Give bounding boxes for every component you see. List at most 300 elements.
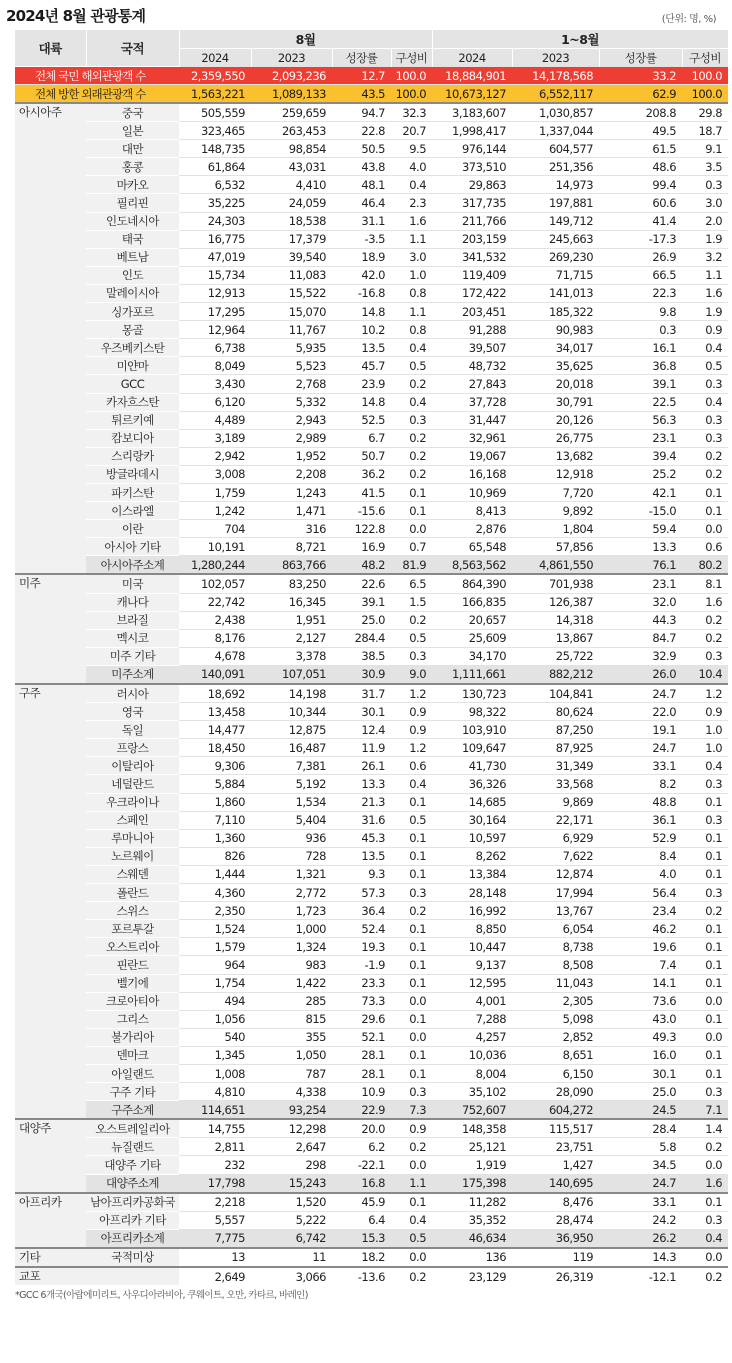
value-cell: 8,176 [179, 629, 251, 647]
value-cell: 0.0 [682, 520, 728, 538]
value-cell: 1,000 [251, 920, 332, 938]
value-cell: 9.1 [682, 140, 728, 158]
value-cell: 2,647 [251, 1138, 332, 1156]
page-title: 2024년 8월 관광통계 [6, 7, 146, 25]
country-cell: 아시아주소계 [86, 556, 179, 575]
value-cell: 32.0 [599, 593, 682, 611]
value-cell: 11.9 [332, 739, 391, 757]
value-cell: 29.6 [332, 1010, 391, 1028]
value-cell: 45.3 [332, 829, 391, 847]
value-cell: 0.5 [391, 811, 432, 829]
value-cell: 1.4 [682, 1119, 728, 1138]
value-cell: 0.6 [391, 757, 432, 775]
value-cell: 43,031 [251, 158, 332, 176]
value-cell: 0.0 [682, 992, 728, 1010]
value-cell: 25,121 [432, 1138, 512, 1156]
value-cell: 1,579 [179, 938, 251, 956]
value-cell: 1,422 [251, 974, 332, 992]
table-row [15, 865, 728, 883]
value-cell: 1,345 [179, 1046, 251, 1064]
value-cell: -13.6 [332, 1267, 391, 1285]
value-cell: 7,381 [251, 757, 332, 775]
value-cell: 0.2 [682, 629, 728, 647]
value-cell: 1,804 [512, 520, 599, 538]
value-cell: 1,030,857 [512, 103, 599, 122]
value-cell: 17,798 [179, 1174, 251, 1193]
value-cell: 355 [251, 1028, 332, 1046]
value-cell: 0.1 [682, 793, 728, 811]
country-cell: 홍콩 [86, 158, 179, 176]
country-cell: 아프리카 기타 [86, 1211, 179, 1229]
table-row [15, 611, 728, 629]
value-cell: 1.0 [682, 721, 728, 739]
country-cell: 그리스 [86, 1010, 179, 1028]
value-cell: 3,430 [179, 375, 251, 393]
value-cell: 23.1 [599, 429, 682, 447]
value-cell: 298 [251, 1156, 332, 1174]
value-cell: 47,019 [179, 248, 251, 266]
value-cell: 0.1 [391, 938, 432, 956]
value-cell: 10.9 [332, 1083, 391, 1101]
table-row [15, 703, 728, 721]
value-cell: 23.3 [332, 974, 391, 992]
value-cell: 28.1 [332, 1064, 391, 1082]
table-row [15, 1248, 728, 1267]
table-row [15, 520, 728, 538]
value-cell: 5.8 [599, 1138, 682, 1156]
value-cell: 27,843 [432, 375, 512, 393]
country-cell: 오스트레일리아 [86, 1119, 179, 1138]
country-cell: 인도네시아 [86, 212, 179, 230]
value-cell: 5,884 [179, 775, 251, 793]
value-cell: 22.8 [332, 122, 391, 140]
value-cell: 1,524 [179, 920, 251, 938]
value-cell: 1.2 [391, 739, 432, 757]
value-cell: 1,444 [179, 865, 251, 883]
value-cell: 17,994 [512, 884, 599, 902]
value-cell: 25,609 [432, 629, 512, 647]
total-value: 14,178,568 [512, 67, 599, 85]
country-cell: 마카오 [86, 176, 179, 194]
value-cell: 103,910 [432, 721, 512, 739]
value-cell: 10,191 [179, 538, 251, 556]
value-cell: 87,925 [512, 739, 599, 757]
value-cell: 1.6 [682, 1174, 728, 1193]
continent-cell: 구주 [15, 684, 86, 1119]
value-cell: 25.2 [599, 465, 682, 483]
value-cell: 1.5 [391, 593, 432, 611]
value-cell: 316 [251, 520, 332, 538]
value-cell: 2,942 [179, 447, 251, 465]
value-cell: 15,070 [251, 303, 332, 321]
value-cell: 701,938 [512, 574, 599, 593]
value-cell: 4,360 [179, 884, 251, 902]
table-row [15, 684, 728, 703]
value-cell: 317,735 [432, 194, 512, 212]
value-cell: 10,597 [432, 829, 512, 847]
value-cell: 56.3 [599, 411, 682, 429]
country-cell: 이란 [86, 520, 179, 538]
value-cell: 22.5 [599, 393, 682, 411]
value-cell: 9.0 [391, 665, 432, 684]
value-cell: 8,262 [432, 847, 512, 865]
value-cell: 1.6 [682, 284, 728, 302]
total-value: 12.7 [332, 67, 391, 85]
value-cell: 109,647 [432, 739, 512, 757]
value-cell: 10,447 [432, 938, 512, 956]
value-cell: -22.1 [332, 1156, 391, 1174]
value-cell: 0.1 [391, 829, 432, 847]
value-cell: 4,810 [179, 1083, 251, 1101]
value-cell: 35,225 [179, 194, 251, 212]
value-cell: 203,451 [432, 303, 512, 321]
value-cell: 29,863 [432, 176, 512, 194]
subtotal-row [15, 1101, 728, 1120]
value-cell: 17,295 [179, 303, 251, 321]
table-row [15, 1010, 728, 1028]
value-cell: 0.1 [682, 1193, 728, 1212]
value-cell: 1,056 [179, 1010, 251, 1028]
value-cell: 203,159 [432, 230, 512, 248]
value-cell: 18,538 [251, 212, 332, 230]
continent-cell: 아시아주 [15, 103, 86, 574]
country-cell: 루마니아 [86, 829, 179, 847]
value-cell: 0.3 [682, 375, 728, 393]
value-cell: 93,254 [251, 1101, 332, 1120]
value-cell: 29.8 [682, 103, 728, 122]
value-cell: 22,171 [512, 811, 599, 829]
table-row [15, 847, 728, 865]
value-cell: 22.6 [332, 574, 391, 593]
table-row [15, 122, 728, 140]
value-cell: 80,624 [512, 703, 599, 721]
value-cell: 245,663 [512, 230, 599, 248]
total-row [15, 85, 728, 104]
value-cell: 24.7 [599, 1174, 682, 1193]
value-cell: 0.3 [682, 811, 728, 829]
value-cell: 0.3 [599, 321, 682, 339]
value-cell: 16.0 [599, 1046, 682, 1064]
value-cell: 7,622 [512, 847, 599, 865]
subtotal-row [15, 1174, 728, 1193]
table-row [15, 992, 728, 1010]
value-cell: 2,989 [251, 429, 332, 447]
value-cell: 32,961 [432, 429, 512, 447]
total-label: 전체 방한 외래관광객 수 [15, 85, 179, 104]
value-cell: 136 [432, 1248, 512, 1267]
continent-cell: 대양주 [15, 1119, 86, 1192]
header-continent: 대륙 [15, 30, 86, 67]
tourism-stats-table [15, 30, 729, 1285]
value-cell: 1,723 [251, 902, 332, 920]
value-cell: 0.2 [391, 1138, 432, 1156]
country-cell: 대양주소계 [86, 1174, 179, 1193]
value-cell: 728 [251, 847, 332, 865]
value-cell: 98,854 [251, 140, 332, 158]
value-cell: 0.8 [391, 321, 432, 339]
value-cell: 56.4 [599, 884, 682, 902]
value-cell: 2,772 [251, 884, 332, 902]
value-cell: 4,678 [179, 647, 251, 665]
value-cell: 7.1 [682, 1101, 728, 1120]
value-cell: 31.6 [332, 811, 391, 829]
total-value: 100.0 [682, 67, 728, 85]
value-cell: 11,767 [251, 321, 332, 339]
value-cell: 31,349 [512, 757, 599, 775]
value-cell: 0.1 [682, 920, 728, 938]
value-cell: 5,098 [512, 1010, 599, 1028]
continent-cell: 미주 [15, 574, 86, 684]
value-cell: 52.1 [332, 1028, 391, 1046]
value-cell: 13.5 [332, 339, 391, 357]
header-aug-share: 구성비 [391, 49, 432, 67]
table-row [15, 429, 728, 447]
value-cell: 39.4 [599, 447, 682, 465]
value-cell: 0.4 [682, 757, 728, 775]
table-row [15, 483, 728, 501]
value-cell: 4,338 [251, 1083, 332, 1101]
value-cell: 1,008 [179, 1064, 251, 1082]
value-cell: 704 [179, 520, 251, 538]
value-cell: 14,198 [251, 684, 332, 703]
country-cell: 미주 기타 [86, 647, 179, 665]
value-cell: 28.1 [332, 1046, 391, 1064]
value-cell: 0.8 [391, 284, 432, 302]
value-cell: 0.1 [682, 502, 728, 520]
value-cell: 0.1 [682, 1010, 728, 1028]
value-cell: 0.1 [682, 483, 728, 501]
table-row [15, 721, 728, 739]
value-cell: 604,272 [512, 1101, 599, 1120]
value-cell: 0.3 [682, 647, 728, 665]
value-cell: 0.2 [391, 375, 432, 393]
country-cell: 대양주 기타 [86, 1156, 179, 1174]
value-cell: 0.7 [391, 538, 432, 556]
value-cell: 1.6 [682, 593, 728, 611]
value-cell: 2,649 [179, 1267, 251, 1285]
value-cell: 14.8 [332, 393, 391, 411]
value-cell: 2,208 [251, 465, 332, 483]
value-cell: 8.4 [599, 847, 682, 865]
value-cell: -1.9 [332, 956, 391, 974]
title-bar [0, 0, 732, 30]
value-cell: 0.3 [391, 411, 432, 429]
country-cell: 덴마크 [86, 1046, 179, 1064]
value-cell: 16.9 [332, 538, 391, 556]
value-cell: 787 [251, 1064, 332, 1082]
value-cell: 1.1 [391, 230, 432, 248]
value-cell: 0.2 [391, 611, 432, 629]
country-cell: 국적미상 [86, 1248, 179, 1267]
value-cell: 10,036 [432, 1046, 512, 1064]
country-cell: 캐나다 [86, 593, 179, 611]
value-cell: 0.2 [682, 1138, 728, 1156]
total-value: 62.9 [599, 85, 682, 104]
value-cell: 12,964 [179, 321, 251, 339]
value-cell: 0.9 [391, 703, 432, 721]
value-cell: 0.3 [682, 1083, 728, 1101]
value-cell: 14,973 [512, 176, 599, 194]
value-cell: 36,326 [432, 775, 512, 793]
value-cell: 23.9 [332, 375, 391, 393]
table-row [15, 140, 728, 158]
country-cell: 우크라이나 [86, 793, 179, 811]
value-cell: 21.3 [332, 793, 391, 811]
value-cell: 0.1 [682, 1064, 728, 1082]
table-row [15, 158, 728, 176]
header-ytd-share: 구성비 [682, 49, 728, 67]
value-cell: 45.9 [332, 1193, 391, 1212]
value-cell: 66.5 [599, 266, 682, 284]
value-cell: 4,001 [432, 992, 512, 1010]
value-cell: 126,387 [512, 593, 599, 611]
country-cell: 브라질 [86, 611, 179, 629]
table-row [15, 212, 728, 230]
value-cell: 24.7 [599, 739, 682, 757]
value-cell: -3.5 [332, 230, 391, 248]
value-cell: 0.0 [682, 1156, 728, 1174]
value-cell: 0.5 [682, 357, 728, 375]
value-cell: 94.7 [332, 103, 391, 122]
table-row [15, 465, 728, 483]
value-cell: 2,438 [179, 611, 251, 629]
table-row [15, 375, 728, 393]
country-cell: 아프리카소계 [86, 1229, 179, 1248]
value-cell: 4.0 [599, 865, 682, 883]
subtotal-row [15, 1229, 728, 1248]
value-cell: 9.8 [599, 303, 682, 321]
value-cell: 22.9 [332, 1101, 391, 1120]
table-row [15, 303, 728, 321]
value-cell: 4,257 [432, 1028, 512, 1046]
value-cell: 36,950 [512, 1229, 599, 1248]
total-value: 1,563,221 [179, 85, 251, 104]
value-cell: 1,321 [251, 865, 332, 883]
value-cell: 1.0 [391, 266, 432, 284]
table-row [15, 1193, 728, 1212]
value-cell: 149,712 [512, 212, 599, 230]
value-cell: 18,450 [179, 739, 251, 757]
value-cell: 2,943 [251, 411, 332, 429]
value-cell: 26,775 [512, 429, 599, 447]
value-cell: 1,242 [179, 502, 251, 520]
table-row [15, 593, 728, 611]
header-aug-2024: 2024 [179, 49, 251, 67]
value-cell: 3.0 [682, 194, 728, 212]
value-cell: 10,969 [432, 483, 512, 501]
value-cell: 9,892 [512, 502, 599, 520]
total-value: 18,884,901 [432, 67, 512, 85]
value-cell: 44.3 [599, 611, 682, 629]
value-cell: 87,250 [512, 721, 599, 739]
value-cell: 864,390 [432, 574, 512, 593]
value-cell: 2,218 [179, 1193, 251, 1212]
value-cell: 15,734 [179, 266, 251, 284]
value-cell: 46.4 [332, 194, 391, 212]
value-cell: 2,811 [179, 1138, 251, 1156]
value-cell: 50.5 [332, 140, 391, 158]
value-cell: 114,651 [179, 1101, 251, 1120]
value-cell: 3,008 [179, 465, 251, 483]
value-cell: 7.3 [391, 1101, 432, 1120]
value-cell: 33.1 [599, 1193, 682, 1212]
value-cell: 26.0 [599, 665, 682, 684]
value-cell: 2,852 [512, 1028, 599, 1046]
value-cell: 0.2 [391, 902, 432, 920]
value-cell: 140,091 [179, 665, 251, 684]
value-cell: 49.3 [599, 1028, 682, 1046]
value-cell: 0.4 [391, 1211, 432, 1229]
value-cell: 0.6 [682, 538, 728, 556]
value-cell: 0.1 [391, 847, 432, 865]
value-cell: 3,189 [179, 429, 251, 447]
value-cell: 42.1 [599, 483, 682, 501]
value-cell: 20,657 [432, 611, 512, 629]
value-cell: 1,754 [179, 974, 251, 992]
country-cell: GCC [86, 375, 179, 393]
value-cell: 18.2 [332, 1248, 391, 1267]
value-cell: 505,559 [179, 103, 251, 122]
value-cell: 39.1 [599, 375, 682, 393]
value-cell: 13.3 [332, 775, 391, 793]
value-cell: 13.3 [599, 538, 682, 556]
country-cell: 폴란드 [86, 884, 179, 902]
value-cell: 46,634 [432, 1229, 512, 1248]
value-cell: 0.3 [682, 429, 728, 447]
value-cell: 16,992 [432, 902, 512, 920]
value-cell: 1,360 [179, 829, 251, 847]
value-cell: 0.2 [682, 447, 728, 465]
value-cell: 0.9 [391, 721, 432, 739]
value-cell: 5,192 [251, 775, 332, 793]
value-cell: 73.6 [599, 992, 682, 1010]
country-cell: 우즈베키스탄 [86, 339, 179, 357]
table-row [15, 956, 728, 974]
country-cell: 태국 [86, 230, 179, 248]
value-cell: 4,410 [251, 176, 332, 194]
value-cell: 140,695 [512, 1174, 599, 1193]
value-cell: 0.1 [391, 920, 432, 938]
value-cell: 0.2 [682, 902, 728, 920]
value-cell: 7,288 [432, 1010, 512, 1028]
value-cell: 0.4 [391, 176, 432, 194]
table-row [15, 230, 728, 248]
value-cell: 34,017 [512, 339, 599, 357]
value-cell: 882,212 [512, 665, 599, 684]
value-cell: 19,067 [432, 447, 512, 465]
value-cell: 1,951 [251, 611, 332, 629]
country-cell: 스페인 [86, 811, 179, 829]
value-cell: 0.3 [682, 1211, 728, 1229]
value-cell: 130,723 [432, 684, 512, 703]
value-cell: 24.7 [599, 684, 682, 703]
value-cell: 0.4 [391, 393, 432, 411]
value-cell: 14.3 [599, 1248, 682, 1267]
value-cell: 8,721 [251, 538, 332, 556]
value-cell: 22.0 [599, 703, 682, 721]
value-cell: 1,111,661 [432, 665, 512, 684]
header-aug-2023: 2023 [251, 49, 332, 67]
value-cell: 1,952 [251, 447, 332, 465]
value-cell: 976,144 [432, 140, 512, 158]
value-cell: 9.3 [332, 865, 391, 883]
value-cell: 1,919 [432, 1156, 512, 1174]
value-cell: 0.4 [391, 339, 432, 357]
value-cell: 0.3 [391, 647, 432, 665]
value-cell: 19.1 [599, 721, 682, 739]
value-cell: 59.4 [599, 520, 682, 538]
value-cell: 0.1 [391, 974, 432, 992]
